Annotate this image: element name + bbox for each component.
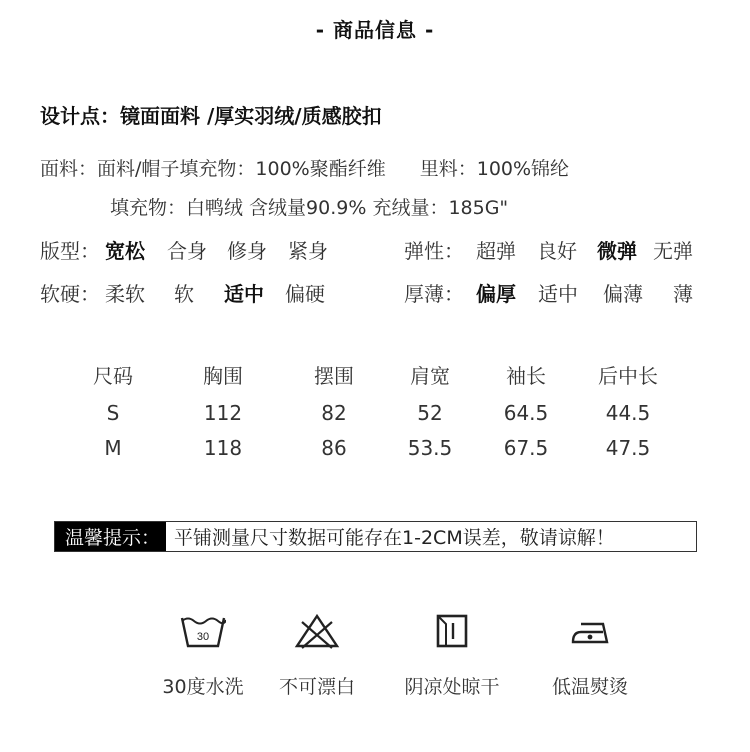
wash-30-icon	[180, 612, 226, 650]
table-cell: 82	[321, 401, 347, 425]
softness-option: 偏硬	[285, 282, 325, 306]
low-iron-icon	[567, 612, 613, 650]
thickness-option: 偏薄	[603, 282, 643, 306]
care-item-wash	[148, 612, 258, 699]
table-cell: 112	[203, 401, 243, 425]
care-label: 阴凉处晾干	[404, 676, 500, 698]
table-cell: 52	[417, 401, 443, 425]
fit-option: 修身	[227, 239, 267, 263]
elasticity-option: 微弹	[597, 239, 637, 263]
table-cell: 64.5	[503, 401, 549, 425]
table-cell: 53.5	[407, 436, 453, 460]
size-table-header	[0, 360, 750, 390]
care-item-iron	[535, 612, 645, 699]
header-cell: 胸围	[203, 364, 243, 388]
softness-option: 柔软	[105, 282, 145, 306]
table-cell: 86	[321, 436, 347, 460]
fabric-line-1	[40, 154, 569, 181]
wash-temp: 30	[196, 631, 210, 643]
tip-banner	[54, 521, 697, 552]
care-label: 低温熨烫	[551, 676, 628, 698]
thickness-option: 适中	[538, 282, 578, 306]
fabric-line-2: 填充物：白鸭绒 含绒量90.9% 充绒量：185G"	[110, 197, 509, 219]
table-cell: 67.5	[503, 436, 549, 460]
fit-label: 版型：	[40, 239, 100, 263]
tip-label: 温馨提示：	[55, 522, 166, 551]
table-row	[0, 436, 750, 466]
header-cell: 后中长	[598, 364, 658, 388]
fit-option: 宽松	[105, 239, 145, 263]
table-cell: S	[106, 401, 120, 425]
no-bleach-icon	[294, 612, 340, 650]
header-cell: 肩宽	[410, 364, 450, 388]
design-points: 设计点：镜面面料 /厚实羽绒/质感胶扣	[40, 104, 382, 128]
table-row	[0, 401, 750, 431]
fabric-lining: 里料：100%锦纶	[419, 158, 570, 180]
care-label: 30度水洗	[162, 676, 244, 698]
shade-dry-icon	[429, 612, 475, 650]
fit-option: 合身	[167, 239, 207, 263]
softness-option: 适中	[224, 282, 264, 306]
elasticity-option: 超弹	[476, 239, 516, 263]
table-cell: 47.5	[605, 436, 651, 460]
fit-option: 紧身	[288, 239, 328, 263]
thickness-label: 厚薄：	[404, 282, 464, 306]
header-cell: 袖长	[506, 364, 546, 388]
softness-label: 软硬：	[40, 282, 100, 306]
care-item-dry	[397, 612, 507, 699]
page-title: - 商品信息 -	[315, 18, 435, 42]
softness-option: 软	[174, 282, 194, 306]
care-label: 不可漂白	[278, 676, 355, 698]
header-cell: 摆围	[314, 364, 354, 388]
thickness-option: 偏厚	[476, 282, 516, 306]
table-cell: 44.5	[605, 401, 651, 425]
table-cell: M	[104, 436, 122, 460]
header-cell: 尺码	[93, 364, 133, 388]
elasticity-label: 弹性：	[404, 239, 464, 263]
thickness-option: 薄	[673, 282, 693, 306]
table-cell: 118	[203, 436, 243, 460]
elasticity-option: 良好	[537, 239, 577, 263]
tip-text: 平铺测量尺寸数据可能存在1-2CM误差，敬请谅解！	[174, 527, 615, 549]
fabric-main: 面料：面料/帽子填充物：100%聚酯纤维	[40, 158, 386, 180]
elasticity-option: 无弹	[653, 239, 693, 263]
care-item-bleach	[262, 612, 372, 699]
